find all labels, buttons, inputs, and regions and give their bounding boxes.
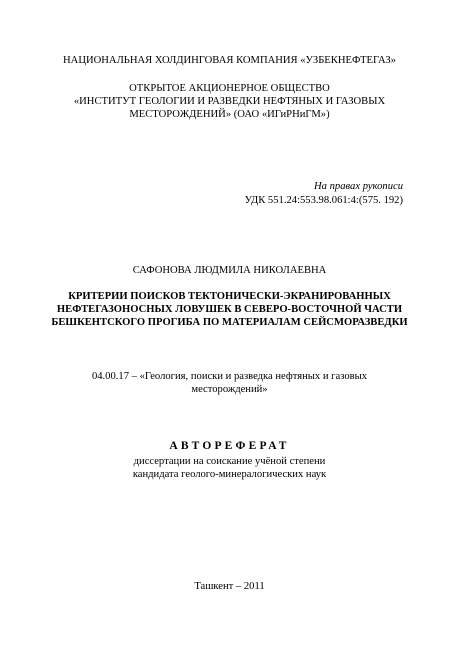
abstract-line-1: диссертации на соискание учёной степени — [133, 456, 326, 467]
org-line-1: ОТКРЫТОЕ АКЦИОНЕРНОЕ ОБЩЕСТВО — [129, 83, 330, 94]
org-line-2: «ИНСТИТУТ ГЕОЛОГИИ И РАЗВЕДКИ НЕФТЯНЫХ И ГАЗОВЫХ — [73, 96, 386, 107]
place-year: Ташкент – 2011 — [194, 581, 265, 592]
abstract-heading: АВТОРЕФЕРАТ — [169, 440, 290, 452]
title-line-1: КРИТЕРИИ ПОИСКОВ ТЕКТОНИЧЕСКИ-ЭКРАНИРОВАННЫХ — [68, 291, 391, 302]
specialty-line-2: месторождений» — [191, 384, 268, 395]
company-name: НАЦИОНАЛЬНАЯ ХОЛДИНГОВАЯ КОМПАНИЯ «УЗБЕКНЕФТЕГАЗ» — [63, 55, 396, 66]
manuscript-rights: На правах рукописи — [314, 181, 403, 192]
org-line-3: МЕСТОРОЖДЕНИЙ» (ОАО «ИГиРНиГМ») — [129, 109, 330, 120]
udk-code: УДК 551.24:553.98.061:4:(575. 192) — [244, 195, 403, 206]
abstract-line-2: кандидата геолого-минералогических наук — [132, 469, 327, 480]
specialty-line-1: 04.00.17 – «Геология, поиски и разведка нефтяных и газовых — [91, 371, 368, 382]
title-line-2: НЕФТЕГАЗОНОСНЫХ ЛОВУШЕК В СЕВЕРО-ВОСТОЧНОЙ ЧАСТИ — [56, 304, 403, 315]
title-line-3: БЕШКЕНТСКОГО ПРОГИБА ПО МАТЕРИАЛАМ СЕЙСМОРАЗВЕДКИ — [51, 317, 408, 328]
author-name: САФОНОВА ЛЮДМИЛА НИКОЛАЕВНА — [132, 265, 327, 276]
